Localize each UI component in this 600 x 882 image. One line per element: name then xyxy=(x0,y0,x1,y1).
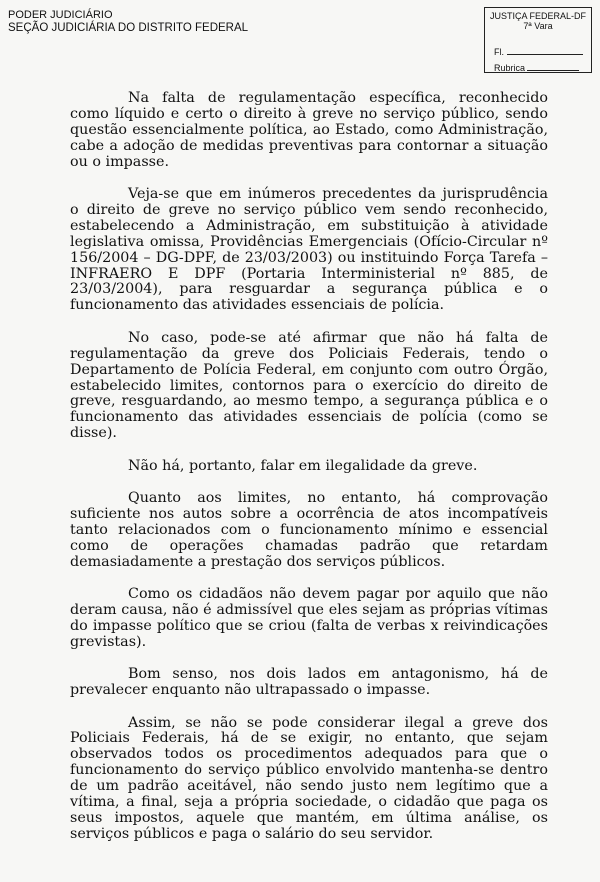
stamp-rubrica-label: Rubrica xyxy=(494,63,526,73)
paragraph: Veja-se que em inúmeros precedentes da jurisprudência o direito de greve no serviço público vem sendo reconhecido, estabelecendo a Administração, em substituição à atividade legislativa omissa, Providências Emergenciais (Ofício-Circular nº 156/2004 – DG-DPF, de 23/03/2003) ou instituindo Força Tarefa – INFRAERO E DPF (Portaria Interministerial nº 885, de 23/03/2004), para resguardar a segurança pública e o funcionamento das atividades essenciais de polícia. xyxy=(70,186,548,314)
stamp-fl-label: Fl. xyxy=(494,47,504,57)
stamp-rubrica-line xyxy=(527,62,579,71)
header-line-poder-judiciario: PODER JUDICIÁRIO xyxy=(8,9,113,21)
paragraph: Quanto aos limites, no entanto, há comprovação suficiente nos autos sobre a ocorrência de atos incompatíveis tanto relacionados com o funcionamento mínimo e essencial como de operações chamadas padrão que retardam demasiadamente a prestação dos serviços públicos. xyxy=(70,490,548,570)
paragraph: Não há, portanto, falar em ilegalidade da greve. xyxy=(128,457,478,474)
paragraph: Na falta de regulamentação específica, reconhecido como líquido e certo o direito à greve no serviço público, sendo questão essencialmente política, ao Estado, como Administração, cabe a adoção de medidas preventivas para contornar a situação ou o impasse. xyxy=(70,90,548,170)
stamp-fl-line xyxy=(507,46,583,55)
paragraph: Como os cidadãos não devem pagar por aquilo que não deram causa, não é admissível que eles sejam as próprias vítimas do impasse político que se criou (falta de verbas x reivindicações grevistas). xyxy=(70,586,548,650)
stamp-rubrica-row xyxy=(494,62,579,73)
stamp-court-name: JUSTIÇA FEDERAL-DF xyxy=(490,11,587,21)
stamp-fl-row xyxy=(494,46,583,57)
paragraph: Bom senso, nos dois lados em antagonismo, há de prevalecer enquanto não ultrapassado o impasse. xyxy=(70,666,548,699)
court-header xyxy=(8,9,248,35)
document-body xyxy=(70,91,548,859)
stamp-vara: 7ª Vara xyxy=(523,21,553,31)
paragraph: Assim, se não se pode considerar ilegal a greve dos Policiais Federais, há de se exigir, no entanto, que sejam observados todos os procedimentos adequados para que o funcionamento do serviço público envolvido mantenha-se dentro de um padrão aceitável, não sendo justo nem legítimo que a vítima, a final, seja a própria sociedade, o cidadão que paga os seus impostos, aquele que mantém, em última análise, os serviços públicos e paga o salário do seu servidor. xyxy=(70,714,548,842)
court-stamp-box xyxy=(484,7,592,73)
header-line-secao-judiciaria: SEÇÃO JUDICIÁRIA DO DISTRITO FEDERAL xyxy=(8,22,249,34)
paragraph: No caso, pode-se até afirmar que não há falta de regulamentação da greve dos Policiais Federais, tendo o Departamento de Polícia Federal, em conjunto com outro Órgão, estabelecido limites, contornos para o exercício do direito de greve, resguardando, ao mesmo tempo, a segurança pública e o funcionamento das atividades essenciais de polícia (como se disse). xyxy=(70,329,548,442)
